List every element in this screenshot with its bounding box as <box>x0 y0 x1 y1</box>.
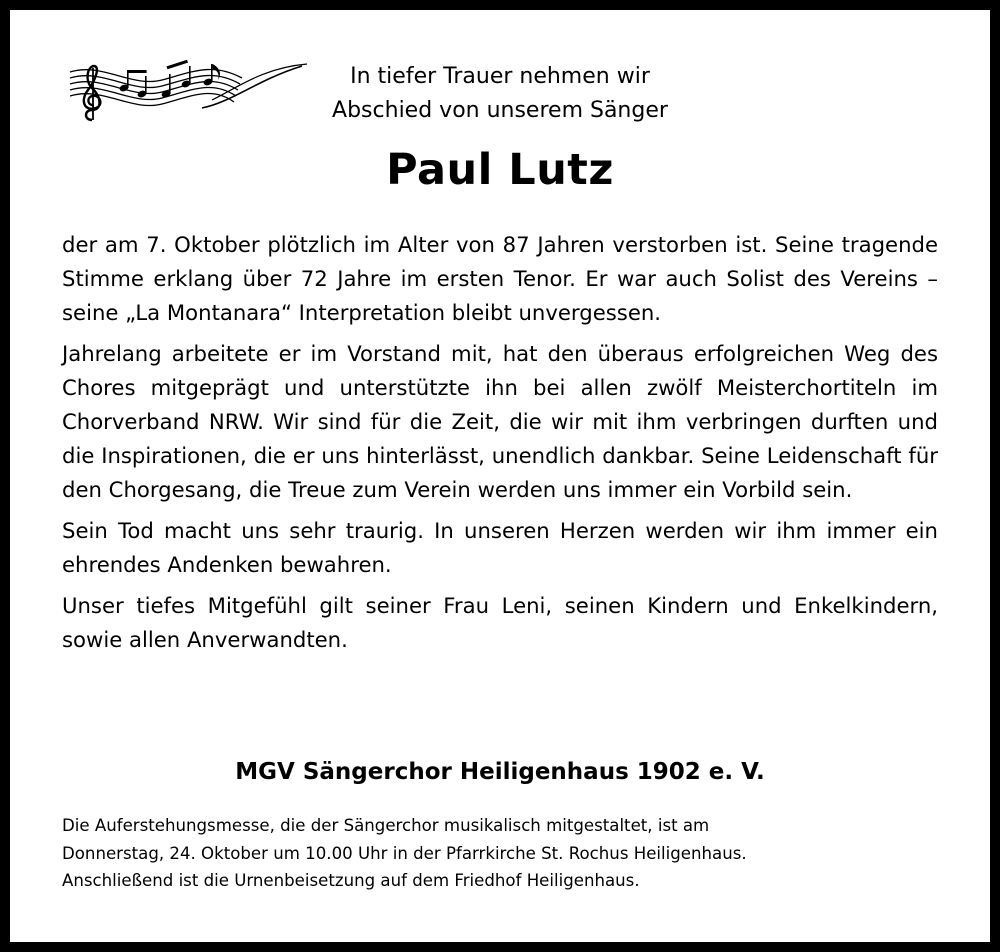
mass-line-2: Donnerstag, 24. Oktober um 10.00 Uhr in der Pfarrkirche St. Rochus Heiligenhaus. <box>62 843 747 863</box>
intro-text <box>260 60 740 128</box>
obituary-body <box>62 228 938 664</box>
paragraph-2: Jahrelang arbeitete er im Vorstand mit, hat den überaus erfolgreichen Weg des Chores mitgeprägt und unterstützte ihn bei allen zwölf Meisterchortiteln im Chorverband NRW. Wir sind für die Zeit, die wir mit ihm verbringen durften und die Inspirationen, die er uns hinterlässt, unendlich dankbar. Seine Leidenschaft für den Chorgesang, die Treue zum Verein werden uns immer ein Vorbild sein. <box>62 341 938 502</box>
organization-name: MGV Sängerchor Heiligenhaus 1902 e. V. <box>235 759 765 785</box>
paragraph-1: der am 7. Oktober plötzlich im Alter von 87 Jahren verstorben ist. Seine tragende Stimme erklang über 72 Jahre im ersten Tenor. Er war auch Solist des Vereins – seine „La Montanara“ Interpretation bleibt unvergessen. <box>62 232 938 325</box>
paragraph-3: Sein Tod macht uns sehr traurig. In unseren Herzen werden wir ihm immer ein ehrendes Andenken bewahren. <box>62 518 938 577</box>
paragraph-4: Unser tiefes Mitgefühl gilt seiner Frau Leni, seinen Kindern und Enkelkindern, sowie allen Anverwandten. <box>62 593 938 652</box>
intro-line-1: In tiefer Trauer nehmen wir <box>350 64 650 89</box>
mass-line-1: Die Auferstehungsmesse, die der Sängerchor musikalisch mitgestaltet, ist am <box>62 816 710 835</box>
mass-line-3: Anschließend ist die Urnenbeisetzung auf dem Friedhof Heiligenhaus. <box>62 871 640 890</box>
funeral-mass-info <box>62 812 942 895</box>
deceased-name: Paul Lutz <box>386 145 614 195</box>
intro-line-2: Abschied von unserem Sänger <box>332 98 668 123</box>
